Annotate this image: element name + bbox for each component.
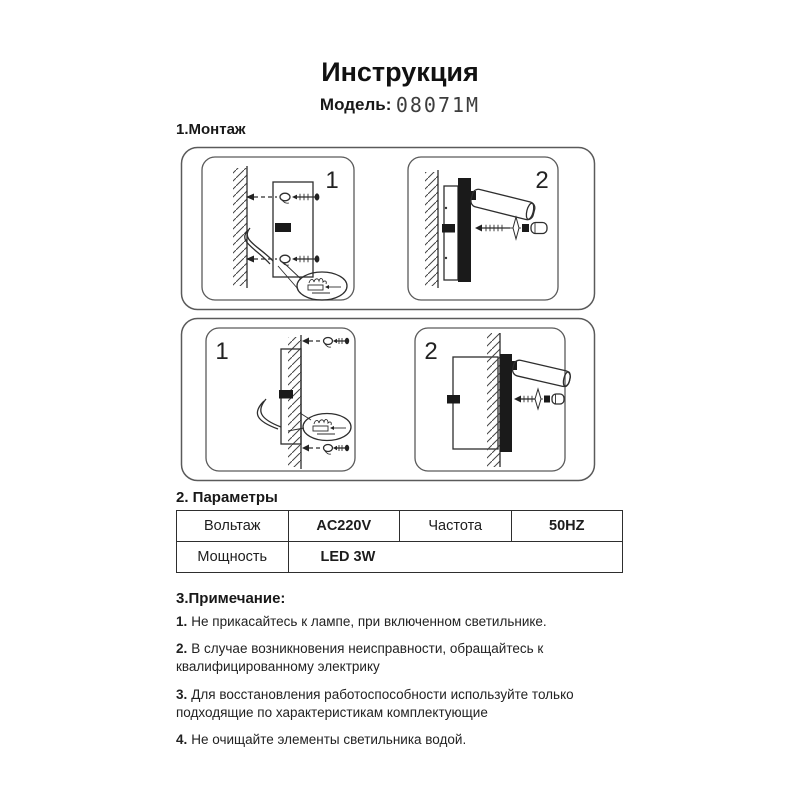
mount-bar-icon: [500, 354, 512, 452]
notes-list: [176, 613, 642, 758]
wall-icon: [425, 170, 438, 288]
panel-step2: [408, 157, 558, 300]
param-label-power: Мощность: [177, 542, 289, 573]
note-number: 3.: [176, 686, 188, 702]
note-number: 4.: [176, 732, 188, 748]
param-value-power: LED 3W: [288, 542, 623, 573]
connector-slot-icon: [279, 390, 293, 399]
page-title: Инструкция: [321, 57, 479, 87]
note-text: В случае возникновения неисправности, обращайтесь к квалифицированному электрику: [176, 641, 544, 675]
param-label-frequency: Частота: [400, 511, 512, 542]
note-number: 2.: [176, 641, 188, 657]
notes-heading: 3.Примечание:: [176, 590, 286, 607]
model-value: 08071M: [395, 93, 481, 117]
step-number: 1: [215, 338, 229, 365]
param-value-voltage: AC220V: [288, 511, 400, 542]
mount-bar-icon: [458, 178, 471, 282]
parameters-heading: 2. Параметры: [176, 489, 278, 506]
step-number: 2: [424, 338, 438, 365]
panel-step2: [415, 328, 572, 471]
table-row: [177, 511, 623, 542]
montage-diagram-box1: [180, 146, 596, 311]
panel-step1: [202, 157, 354, 300]
connector-slot-icon: [275, 223, 291, 232]
note-number: 1.: [176, 614, 188, 629]
param-value-frequency: 50HZ: [511, 511, 623, 542]
panel-step1: [206, 328, 355, 471]
step-number: 2: [535, 167, 549, 194]
model-line: [0, 93, 800, 117]
list-item: [176, 686, 642, 722]
model-label: Модель:: [319, 95, 392, 114]
param-label-voltage: Вольтаж: [177, 511, 289, 542]
table-row: [177, 542, 623, 573]
montage-diagram-box2: [180, 317, 596, 482]
list-item: [176, 640, 642, 676]
wall-icon: [288, 335, 301, 469]
wall-icon: [233, 166, 247, 288]
montage-heading: 1.Монтаж: [176, 121, 246, 138]
step-number: 1: [325, 167, 339, 194]
note-text: Не прикасайтесь к лампе, при включенном светильнике.: [191, 614, 547, 629]
note-text: Для восстановления работоспособности используйте только подходящие по характеристикам комплектующие: [176, 686, 574, 720]
note-text: Не очищайте элементы светильника водой.: [191, 732, 467, 748]
list-item: [176, 613, 642, 631]
list-item: [176, 731, 642, 749]
parameters-table: [176, 510, 623, 573]
